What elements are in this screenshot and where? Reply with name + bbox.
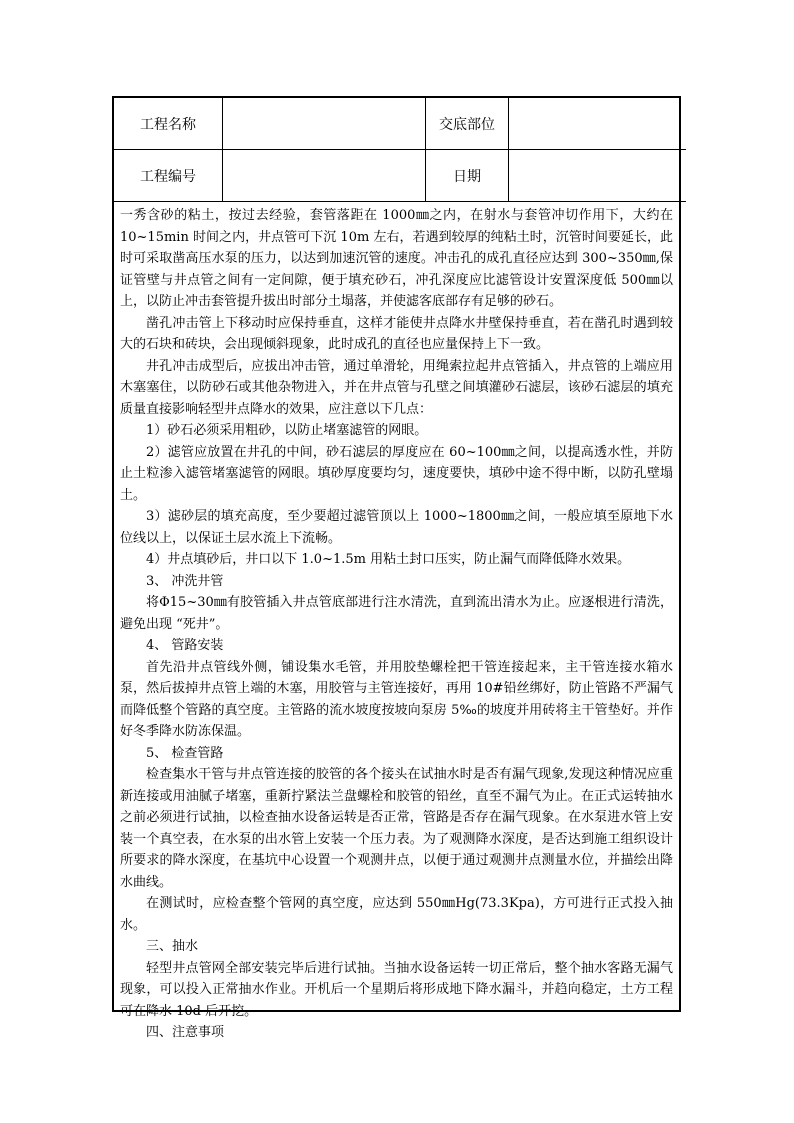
body-paragraph: 4）井点填砂后，井口以下 1.0~1.5m 用粘土封口压实，防止漏气而降低降水效果。 [146,552,631,567]
project-number-label: 工程编号 [114,150,223,202]
disclosure-sheet [112,96,681,1040]
date-value [509,150,687,202]
body-paragraph: 3、 冲洗井管 [146,573,224,589]
body-paragraph: 一秀含砂的粘土，按过去经验，套管落距在 1000㎜之内，在射水与套管冲切作用下，大约在 10~15min 时间之内，井点管可下沉 10m 左右，若遇到较厚的纯粘土时，沉管时间要延长，此时可采取凿高压水泵的压力，以达到加速沉管的速度。冲击孔的成孔直径应达到 300~350㎜,保证管壁与井点管之间有一定间隙，便于填充砂石，冲孔深度应比滤管设计安置深度低 500㎜以上，以防止冲击套管提升拔出时部分土塌落，并使滤客底部存有足够的砂石。 [120,208,673,309]
body-paragraph: 检查集水干管与井点管连接的胶管的各个接头在试抽水时是否有漏气现象,发现这种情况应重新连接或用油腻子堵塞，重新拧紧法兰盘螺栓和胶管的铅丝，直至不漏气为止。在正式运转抽水之前必须进行试抽，以检查抽水设备运转是否正常，管路是否存在漏气现象。在水泵进水管上安装一个真空表，在水泵的出水管上安装一个压力表。为了观测降水深度，是否达到施工组织设计所要求的降水深度，在基坑中心设置一个观测井点，以便于通过观测井点测量水位，并描绘出降水曲线。 [120,767,673,890]
date-label: 日期 [426,150,509,202]
header-table [114,98,686,202]
project-name-value [223,98,426,150]
handover-part-label: 交底部位 [426,98,509,150]
body-paragraph: 首先沿井点管线外侧，铺设集水毛管，并用胶垫螺栓把干管连接起来，主干管连接水箱水泵，然后拔掉井点管上端的木塞，用胶管与主管连接好，再用 10#铅丝绑好，防止管路不严漏气而降低整个管路的真空度。主管路的流水坡度按坡向泵房 5‰的坡度并用砖将主干管垫好。并作好冬季降水防冻保温。 [120,659,673,739]
body-paragraph: 2）滤管应放置在井孔的中间，砂石滤层的厚度应在 60~100㎜之间，以提高透水性，并防止土粒渗入滤管堵塞滤管的网眼。填砂厚度要均匀，速度要快，填砂中途不得中断，以防孔壁塌土。 [120,444,673,503]
body-paragraph: 3）滤砂层的填充高度，至少要超过滤管顶以上 1000~1800㎜之间，一般应填至原地下水位线以上，以保证土层水流上下流畅。 [120,509,673,546]
body-paragraph: 5、 检查管路 [146,745,224,761]
body-paragraph: 将Φ15~30㎜有胶管插入井点管底部进行注水清洗，直到流出清水为止。应逐根进行清洗，避免出现 “死井”。 [120,595,673,632]
handover-part-value [509,98,687,150]
body-paragraph: 井孔冲击成型后，应拔出冲击管，通过单滑轮，用绳索拉起井点管插入，井点管的上端应用木塞塞住，以防砂石或其他杂物进入，并在井点管与孔壁之间填灌砂石滤层，该砂石滤层的填充质量直接影响轻型井点降水的效果，应注意以下几点： [120,358,673,417]
header-row-2 [114,150,686,202]
body-paragraph: 在测试时，应检查整个管网的真空度，应达到 550㎜Hg(73.3Kpa)，方可进行正式投入抽水。 [120,896,673,933]
body-paragraph: 轻型井点管网全部安装完毕后进行试抽。当抽水设备运转一切正常后，整个抽水客路无漏气现象，可以投入正常抽水作业。开机后一个星期后将形成地下降水漏斗，并趋向稳定，土方工程可在降水 10d 后开挖。 [120,960,673,1019]
body-paragraph: 凿孔冲击管上下移动时应保持垂直，这样才能使井点降水井壁保持垂直，若在凿孔时遇到较大的石块和砖块，会出现倾斜现象，此时成孔的直径也应量保持上下一致。 [120,315,673,352]
disclosure-body [114,202,679,1044]
body-paragraph: 三、抽水 [146,939,199,954]
project-number-value [223,150,426,202]
body-paragraph: 1）砂石必须采用粗砂，以防止堵塞滤管的网眼。 [146,423,428,438]
header-row-1 [114,98,686,150]
body-paragraph: 4、 管路安装 [146,638,224,653]
project-name-label: 工程名称 [114,98,223,150]
body-paragraph: 四、注意事项 [146,1025,225,1040]
